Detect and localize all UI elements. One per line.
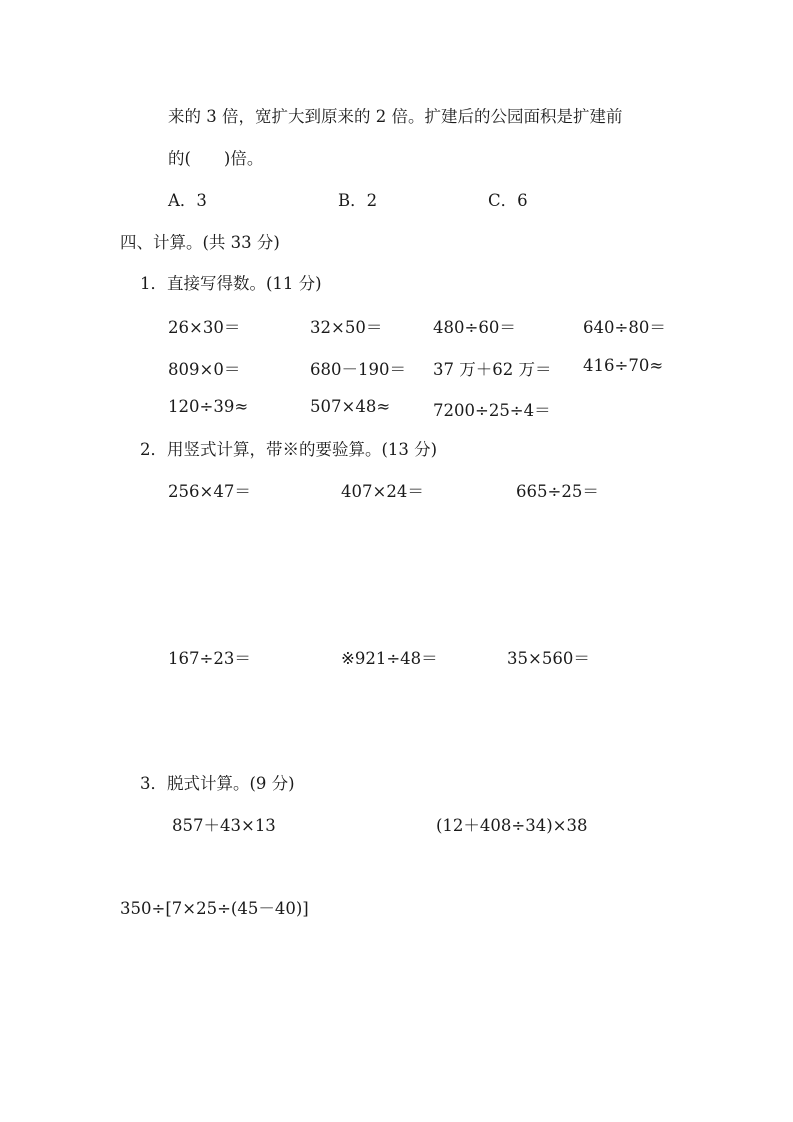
mental-math-item: 640÷80＝ [583, 318, 666, 337]
part2-title: 2．用竖式计算，带※的要验算。(13 分) [140, 440, 438, 459]
part3-title: 3．脱式计算。(9 分) [140, 774, 295, 793]
section-title: 四、计算。(共 33 分) [120, 233, 280, 252]
mental-math-item: 480÷60＝ [433, 318, 516, 337]
stepwise-expr: 857＋43×13 [172, 816, 276, 835]
question-text-line2: 的( )倍。 [168, 149, 264, 168]
option-c: C．6 [488, 191, 528, 210]
mental-math-item: 37 万＋62 万＝ [433, 360, 552, 379]
vertical-calc-item: 407×24＝ [341, 482, 424, 501]
mental-math-item: 26×30＝ [168, 318, 241, 337]
vertical-calc-item: 665÷25＝ [516, 482, 599, 501]
mental-math-item: 416÷70≈ [583, 356, 664, 375]
mental-math-item: 507×48≈ [310, 397, 391, 416]
stepwise-expr: (12＋408÷34)×38 [436, 816, 588, 835]
mental-math-item: 680－190＝ [310, 360, 406, 379]
mental-math-item: 809×0＝ [168, 360, 241, 379]
vertical-calc-item: ※921÷48＝ [341, 649, 438, 668]
question-text-line1: 来的 3 倍，宽扩大到原来的 2 倍。扩建后的公园面积是扩建前 [168, 107, 623, 126]
part1-title: 1．直接写得数。(11 分) [140, 274, 322, 293]
vertical-calc-item: 35×560＝ [507, 649, 590, 668]
option-b: B．2 [338, 191, 378, 210]
mental-math-item: 7200÷25÷4＝ [433, 401, 551, 420]
vertical-calc-item: 256×47＝ [168, 482, 251, 501]
stepwise-expr: 350÷[7×25÷(45－40)] [120, 899, 309, 918]
option-a: A．3 [168, 191, 207, 210]
mental-math-item: 120÷39≈ [168, 397, 249, 416]
mental-math-item: 32×50＝ [310, 318, 383, 337]
vertical-calc-item: 167÷23＝ [168, 649, 251, 668]
